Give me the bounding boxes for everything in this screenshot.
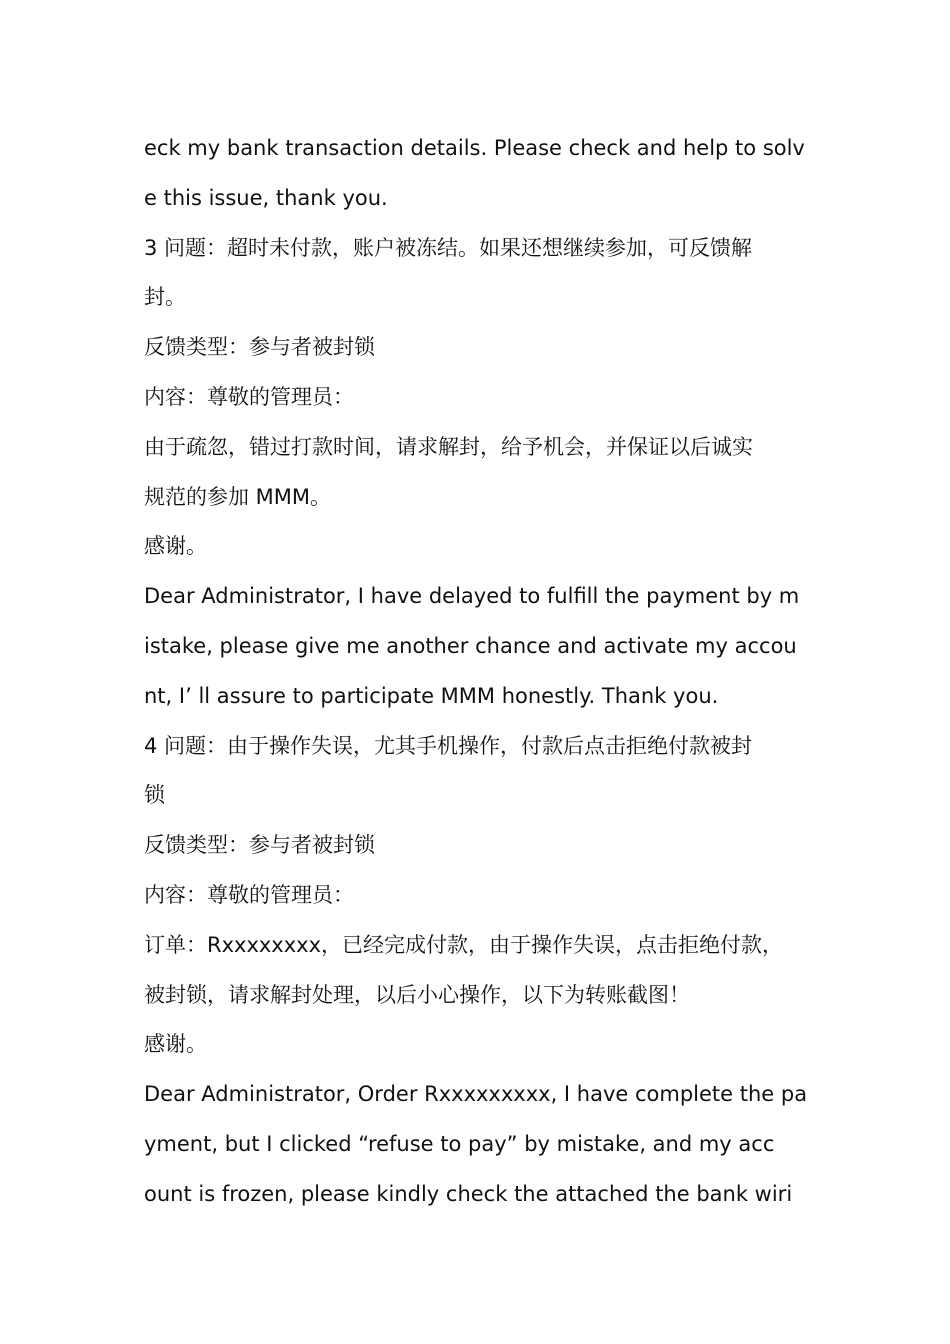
text-line: 内容：尊敬的管理员： xyxy=(144,384,354,409)
text-line: 锁 xyxy=(144,783,165,808)
text-line: 感谢。 xyxy=(144,534,207,559)
text-line: 反馈类型：参与者被封锁 xyxy=(144,833,375,858)
text-line: Dear Administrator, Order Rxxxxxxxxx, I have complete the pa xyxy=(144,1082,808,1107)
text-line: istake, please give me another chance and activate my accou xyxy=(144,633,797,658)
text-line: yment, but I clicked “refuse to pay” by mistake, and my acc xyxy=(144,1131,775,1156)
document-body xyxy=(144,124,824,1220)
text-line: e this issue, thank you. xyxy=(144,185,388,210)
text-line: 内容：尊敬的管理员： xyxy=(144,882,354,907)
text-line: nt, I’ ll assure to participate MMM honestly. Thank you. xyxy=(144,683,719,708)
text-line: eck my bank transaction details. Please check and help to solv xyxy=(144,136,805,160)
text-line: 由于疏忽，错过打款时间，请求解封，给予机会，并保证以后诚实 xyxy=(144,434,753,459)
text-line: 反馈类型：参与者被封锁 xyxy=(144,335,375,360)
text-line: 4 问题：由于操作失误，尤其手机操作，付款后点击拒绝付款被封 xyxy=(144,733,753,758)
text-line: 规范的参加 MMM。 xyxy=(144,484,332,509)
text-line: 被封锁，请求解封处理，以后小心操作，以下为转账截图！ xyxy=(144,982,690,1007)
text-line: ount is frozen, please kindly check the attached the bank wiri xyxy=(144,1181,793,1206)
text-line: 封。 xyxy=(144,285,186,310)
text-line: Dear Administrator, I have delayed to fulfill the payment by m xyxy=(144,584,800,609)
text-line: 订单：Rxxxxxxxx，已经完成付款，由于操作失误，点击拒绝付款， xyxy=(144,932,784,957)
text-line: 3 问题：超时未付款，账户被冻结。如果还想继续参加，可反馈解 xyxy=(144,235,753,260)
text-line: 感谢。 xyxy=(144,1032,207,1057)
